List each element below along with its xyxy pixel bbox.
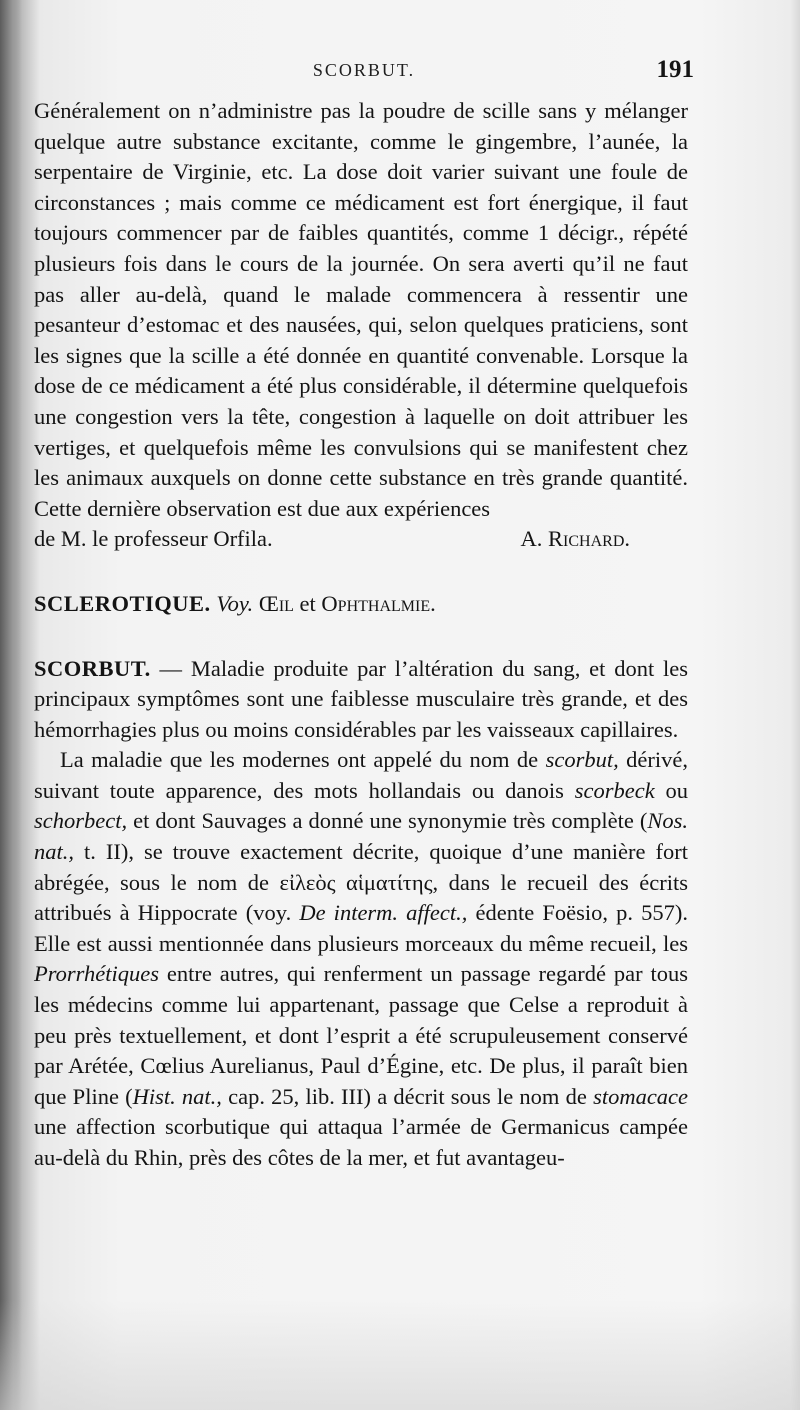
text-run: et dont Sauvages a donné une synonymie très complète ( <box>133 808 648 834</box>
text-run: ou <box>665 777 689 803</box>
italic-term: scorbut, <box>545 747 619 773</box>
page-foot-shading <box>0 1300 800 1410</box>
attribution-text: de M. le professeur Orfila. <box>34 526 273 552</box>
entry-scorbut-definition <box>34 654 688 746</box>
italic-term: stomacace <box>593 1083 689 1109</box>
text-run: dérivé, suivant toute apparence, des mots hollandais ou danois <box>34 747 688 803</box>
running-head: SCORBUT. <box>312 60 416 80</box>
cross-ref-ophthalmie: Ophthalmie. <box>321 590 436 616</box>
italic-term: scorbeck <box>574 777 655 803</box>
cross-ref-voy: Voy. <box>216 590 254 616</box>
page-header <box>34 56 694 88</box>
entry-headword: SCLEROTIQUE. <box>34 590 211 616</box>
text-run: entre autres, qui renferment un passage regardé par tous les médecins comme lui appartenant, passage que Celse a reproduit à peu près textuellement, et dont l’esprit a été scrupuleusement conservé par Arétée, Cœlius Aurelianus, Paul d’Égine, etc. De plus, il paraît bien que Pline ( <box>34 961 688 1109</box>
page-number: 191 <box>656 56 694 83</box>
italic-term: schorbect, <box>34 808 128 834</box>
cross-ref-et: et <box>299 590 316 616</box>
attribution-line <box>34 524 688 555</box>
italic-term: Hist. nat., <box>132 1083 222 1109</box>
entry-headword: SCORBUT. <box>34 655 151 681</box>
entry-sclerotique <box>34 589 688 620</box>
text-run: cap. 25, lib. III) a décrit sous le nom de <box>228 1083 587 1109</box>
paragraph-scorbut-history <box>34 745 688 1173</box>
italic-term: Prorrhétiques <box>34 961 160 987</box>
text-run: , dans le recueil des écrits attribués à Hippocrate (voy. <box>34 869 689 926</box>
body-text <box>34 96 688 1174</box>
italic-term: De interm. affect., <box>299 900 468 926</box>
text-run: t. II), se trouve exactement décrite, quoique d’une manière fort abrégée, sous le nom de <box>34 839 688 895</box>
paragraph-scille-dosage <box>34 96 688 524</box>
section-gap <box>34 555 688 571</box>
paragraph-text: Généralement on n’administre pas la poudre de scille sans y mélanger quelque autre substance excitante, comme le gingembre, l’aunée, la serpentaire de Virginie, etc. La dose doit varier suivant une foule de circonstances ; mais comme ce médicament est fort énergique, il faut toujours commencer par de faibles quantités, comme 1 décigr., répété plusieurs fois dans le cours de la journée. On sera averti qu’il ne faut pas aller au-delà, quand le malade commencera à ressentir une pesanteur d’estomac et des nausées, qui, selon quelques praticiens, sont les signes que la scille a été donnée en quantité convenable. Lorsque la dose de ce médicament a été plus considérable, il détermine quelquefois une congestion vers la tête, congestion à laquelle on doit attribuer les vertiges, et quelquefois même les convulsions qui se manifestent chez les animaux auxquels on donne cette substance en très grande quantité. Cette dernière observation est due aux expériences <box>34 98 688 521</box>
cross-ref-oeil: Œil <box>258 590 294 616</box>
definition-text: — Maladie produite par l’altération du sang, et dont les principaux symptômes sont une faiblesse musculaire très grande, et des hémorrhagies plus ou moins considérables par les vaisseaux capillaires. <box>34 655 689 742</box>
author-signature: A. Richard. <box>520 526 630 552</box>
text-run: La maladie que les modernes ont appelé du nom de <box>60 747 539 773</box>
section-gap <box>34 620 688 636</box>
text-run: édente Foësio, p. 557). Elle est aussi mentionnée dans plusieurs morceaux du même recueil, les <box>34 900 688 956</box>
page-gutter-shadow <box>0 0 22 1410</box>
text-run: une affection scorbutique qui attaqua l’armée de Germanicus campée au-delà du Rhin, près des côtes de la mer, et fut avantageu- <box>34 1114 688 1170</box>
italic-term: Nos. nat., <box>34 808 689 865</box>
greek-term: εἰλεὸς αἱματίτης <box>279 869 433 895</box>
